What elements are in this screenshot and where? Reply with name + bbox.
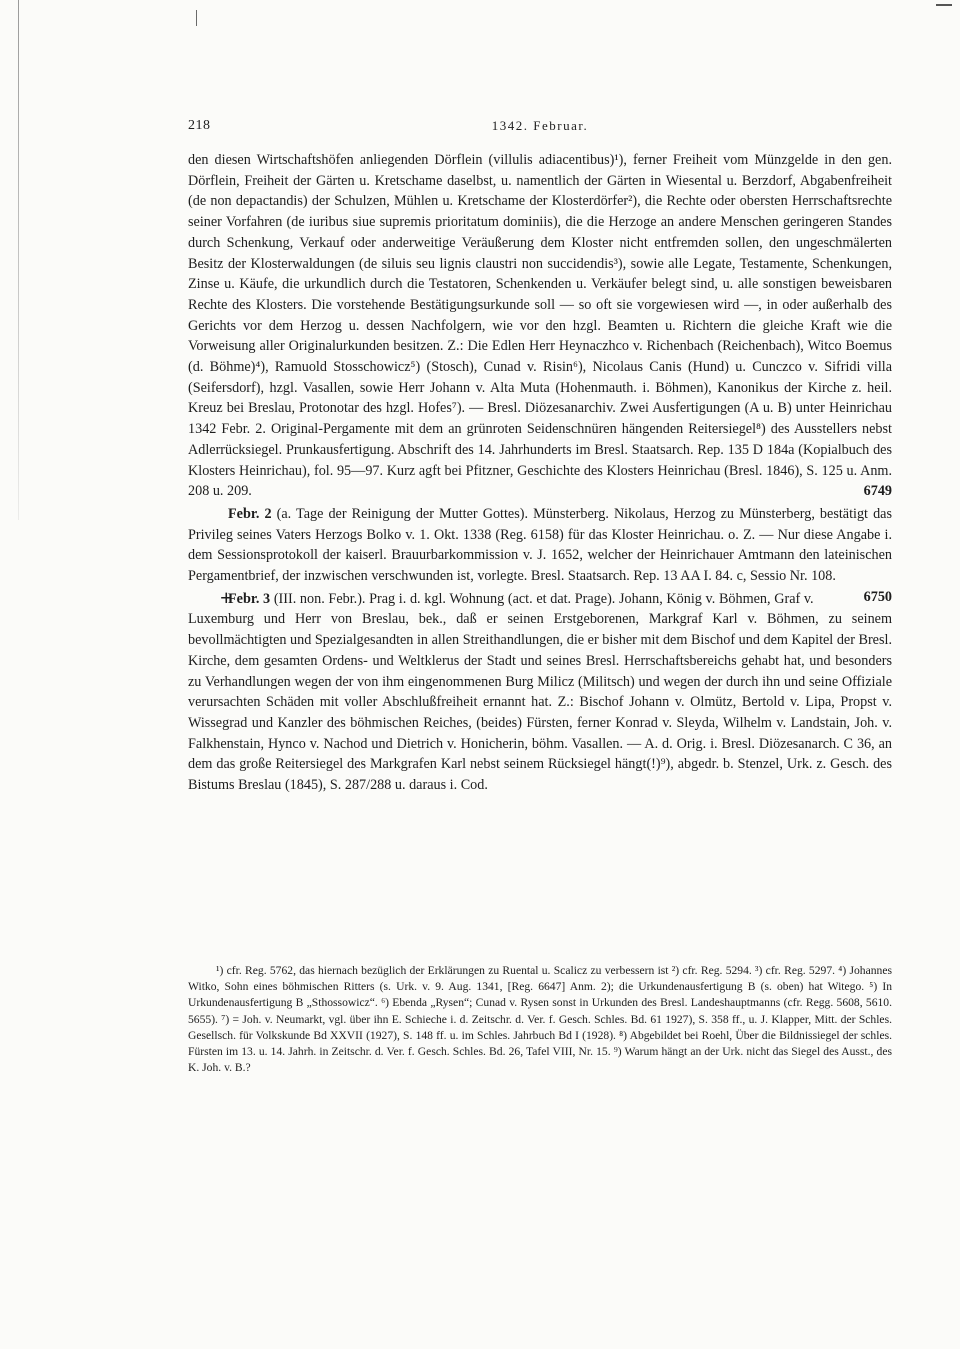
continuation-paragraph: [188, 150, 892, 502]
scan-mark-top: [196, 10, 197, 26]
body-text: [188, 150, 892, 796]
cross-mark-icon: +: [220, 584, 233, 610]
entry-number-6749: 6749: [863, 483, 892, 500]
entry-6751: [188, 584, 892, 796]
page-header: [188, 118, 892, 140]
continuation-text: den diesen Wirtschaftshöfen anliegenden Dörflein (villulis adiacentibus)¹), ferner Freiheit vom Münzgelde in den gen. Dörflein, Freiheit der Gärten u. Kretschame daselbst, u. namentlich der Gärten in Wiesental u. Berzdorf, Abgabenfreiheit (de non depactandis) der Schulzen, Mühlen u. Kretschame der Klosterdörfer²), die Rechte oder obersten Herrschaftsrechte seiner Vorfahren (de iuribus siue supremis prioritatum dominiis), die die Herzoge an andere Menschen geringeren Standes durch Schenkung, Verkauf oder anderweitige Veräußerung dem Kloster nicht entfremden sollen, den ungeschmälerten Besitz der Klosterwaldungen (de siluis seu lignis claustri non succidendis³), sowie alle Legate, Testamente, Schenkungen, Zinse u. Käufe, die urkundlich durch die Testatoren, Schenkenden u. Verkäufer belegt sind, u. alle sonstigen beweisbaren Rechte des Klosters. Die vorstehende Bestätigungsurkunde soll — so oft sie vorgewiesen wird —, in oder außerhalb des Gerichts vor dem Herzog u. dessen Nachfolgern, wie vor den hzgl. Beamten u. Richtern die gleiche Kraft wie die Vorweisung aller Originalurkunden besitzen. Z.: Die Edlen Herr Heynaczhco v. Richenbach (Reichenbach), Witco Boemus (d. Böhme)⁴), Ramuold Stosschowicz⁵) (Stosch), Cunad v. Risin⁶), Nicolaus Canis (Hund) u. Cunczco v. Sifridi villa (Seifersdorf), hzgl. Vasallen, sowie Herr Johann v. Alta Muta (Hohenmauth. i. Böhmen), Kanonikus der Kirche z. heil. Kreuz bei Breslau, Protonotar des hzgl. Hofes⁷). — Bresl. Diözesanarchiv. Zwei Ausfertigungen (A u. B) unter Heinrichau 1342 Febr. 2. Original-Pergamente mit dem an grünroten Seidenschnüren hängenden Reitersiegel⁸) des Ausstellers nebst Adlerrücksiegel. Prunkausfertigung. Abschrift des 14. Jahrhunderts im Bresl. Staatsarch. Rep. 135 D 184a (Kopialbuch des Klosters Heinrichau), fol. 95—97. Kurz agft bei Pfitzner, Geschichte des Klosters Heinrichau (Bresl. 1846), S. 125 u. Anm. 208 u. 209.: [188, 152, 892, 500]
footnotes: [188, 963, 892, 1076]
entry-6751-date: Febr. 3: [228, 590, 271, 607]
scan-edge-left: [18, 0, 19, 520]
entry-number-6750: 6750: [863, 588, 892, 605]
scan-mark-right: [936, 4, 952, 6]
entry-6750-date: Febr. 2: [228, 505, 272, 522]
entry-6750-text: (a. Tage der Reinigung der Mutter Gottes). Münsterberg. Nikolaus, Herzog zu Münsterberg, bestätigt das Privileg seines Vaters Herzogs Bolko v. 1. Okt. 1338 (Reg. 6158) für das Kloster Heinrichau. o. Z. — Nur diese Angabe i. dem Sessionsprotokoll der kaiserl. Brauurbarkommission v. J. 1652, welcher der Heinrichauer Amtmann den lateinischen Pergamentbrief, der inzwischen verschwunden ist, vorlegte. Bresl. Staatsarch. Rep. 13 AA I. 84. c, Sessio Nr. 108.: [188, 505, 892, 585]
entry-6751-text: (III. non. Febr.). Prag i. d. kgl. Wohnung (act. et dat. Prage). Johann, König v. Böhmen, Graf v. Luxemburg und Herr von Breslau, bek., daß er seinen Erstgeborenen, Markgraf Karl v. Böhmen, zu seinem bevollmächtigten und Spezialgesandten in allen Streithandlungen, die er bisher mit dem Bischof und dem Kapitel der Bresl. Kirche, dem gesamten Ordens- und Weltklerus der Stadt und seines Bresl. Herrschaftsbereichs gehabt hat, und besonders zu Verhandlungen wegen der von ihm eingenommenen Burg Milicz (Militsch) und wegen der durch ihn und seine Offiziale verursachten Schäden mit voller Abschlußfreiheit ernannt hat. Z.: Bischof Johann v. Olmütz, Bertold v. Lipa, Propst v. Wissegrad und Kanzler des böhmischen Reiches, (beides) Fürsten, ferner Konrad v. Sleyda, Wilhelm v. Landstain, Joh. v. Falkhenstain, Hynco v. Nachod und Dietrich v. Honicherin, böhm. Vasallen. — A. d. Orig. i. Bresl. Diözesanarch. C 36, an dem das große Reitersiegel des Markgrafen Karl nebst seinem Rücksiegel hängt(!)⁹), abgedr. b. Stenzel, Urk. z. Gesch. des Bistums Breslau (1845), S. 287/288 u. daraus i. Cod.: [188, 590, 892, 794]
running-head: 1342. Februar.: [491, 118, 589, 133]
page-number: 218: [188, 118, 211, 133]
footnotes-text: ¹) cfr. Reg. 5762, das hiernach bezüglich der Erklärungen zu Ruental u. Scalicz zu verbessern ist ²) cfr. Reg. 5294. ³) cfr. Reg. 5297. ⁴) Johannes Witko, Sohn eines böhmischen Ritters (s. Urk. v. 9. Aug. 1341, [Reg. 6647] Anm. 2); die Urkundenausfertigung B (s. oben) hat Witego. ⁵) In Urkundenausfertigung B „Sthossowicz“. ⁶) Ebenda „Rysen“; Cunad v. Rysen sonst in Urkunden des Bresl. Landeshauptmanns (cfr. Regg. 5608, 5610. 5655). ⁷) = Joh. v. Neumarkt, vgl. über ihn E. Schieche i. d. Zeitschr. d. Ver. f. Gesch. Schles. Bd. 61 1927), S. 358 ff., u. J. Klapper, Mitt. der Schles. Gesellsch. für Volkskunde Bd XXVII (1927), S. 148 ff. u. im Schles. Jahrbuch Bd I (1928). ⁸) Abgebildet bei Roehl, Über die Bildnissiegel der schles. Fürsten im 13. u. 14. Jahrh. in Zeitschr. d. Ver. f. Gesch. Schles. Bd. 26, Tafel VIII, Nr. 15. ⁹) Warum hängt an der Urk. nicht das Siegel des Ausst., des K. Joh. v. B.?: [188, 964, 892, 1075]
